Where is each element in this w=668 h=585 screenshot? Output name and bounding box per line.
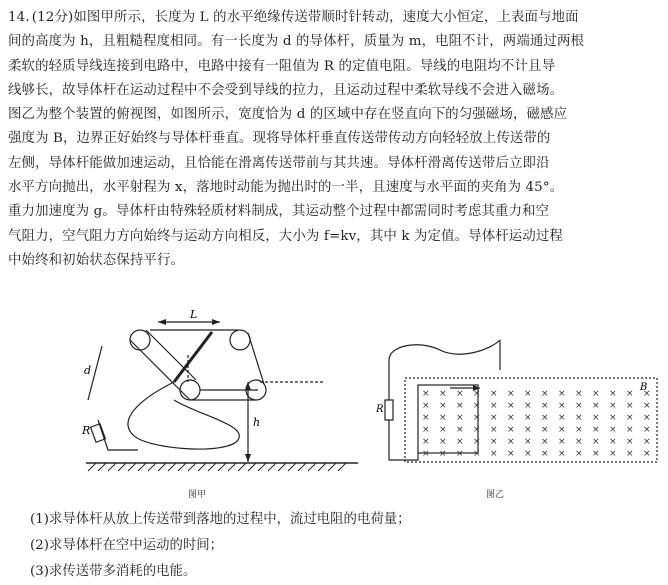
question-score: (12分) [31,10,74,25]
field-mark: × [473,425,481,435]
height-arrow-head-bottom [245,454,251,462]
field-mark: × [490,437,498,447]
figure-a-caption: 图甲 [188,490,207,500]
label-R-fig-b: R [376,404,384,415]
field-mark: × [507,437,515,447]
field-mark: × [473,413,481,423]
question-line: 左侧，导体杆能做加速运动，且恰能在滑离传送带前与其共速。导体杆滑离传送带后立即沿 [8,155,550,171]
field-mark: × [541,449,549,459]
field-mark: × [456,413,464,423]
field-mark: × [507,389,515,399]
field-mark: × [507,449,515,459]
field-mark: × [439,401,447,411]
field-mark: × [541,389,549,399]
field-mark: × [575,425,583,435]
field-mark: × [507,413,515,423]
field-mark: × [643,413,651,423]
label-d: d [84,364,92,377]
question-line: 重力加速度为 g。导体杆由特殊轻质材料制成，其运动整个过程中都需同时考虑其重力和空 [8,204,550,220]
field-mark: × [422,389,430,399]
field-mark: × [473,389,481,399]
field-mark: × [575,401,583,411]
question-line: 中始终和初始状态保持平行。 [8,252,185,268]
question-line: 气阻力，空气阻力方向始终与运动方向相反，大小为 f=kv，其中 k 为定值。导体杆运动过程 [8,228,563,244]
field-mark: × [439,425,447,435]
resistor [91,424,106,442]
field-mark: × [609,413,617,423]
subquestion-1: (1)求导体杆从放上传送带到落地的过程中，流过电阻的电荷量； [30,512,411,527]
field-mark: × [558,425,566,435]
field-mark: × [439,413,447,423]
field-mark: × [609,425,617,435]
field-mark: × [490,401,498,411]
field-mark: × [524,401,532,411]
field-mark: × [422,437,430,447]
field-mark: × [439,389,447,399]
field-mark: × [643,401,651,411]
field-mark: × [507,401,515,411]
height-arrow-head-top [245,382,251,390]
question-line: 14. (12分)如图甲所示，长度为 L 的水平绝缘传送带顺时针转动，速度大小恒定，上表面与地面 [8,10,579,25]
field-mark: × [626,413,634,423]
field-mark: × [592,425,600,435]
field-mark: × [507,425,515,435]
field-mark: × [422,425,430,435]
field-mark: × [422,401,430,411]
field-mark: × [626,401,634,411]
wire-loop [128,382,239,449]
field-mark: × [575,413,583,423]
field-mark: × [626,449,634,459]
field-mark: × [490,425,498,435]
figure-a-diagram [78,300,368,480]
question-line: 柔软的轻质导线连接到电路中，电路中接有一阻值为 R 的定值电阻。导线的电阻均不计且导 [8,58,556,74]
field-mark: × [456,437,464,447]
question-text [8,6,660,273]
field-mark: × [626,389,634,399]
wire-bottom [389,420,418,460]
question-line: 水平方向抛出，水平射程为 x，落地时动能为抛出时的一半，且速度与水平面的夹角为 45°。 [8,180,564,196]
field-mark: × [439,449,447,459]
field-mark: × [643,437,651,447]
question-line: 图乙为整个装置的俯视图，如图所示，宽度恰为 d 的区域中存在竖直向下的匀强磁场，磁感应 [8,107,568,123]
field-mark: × [575,437,583,447]
field-mark: × [473,437,481,447]
field-mark: × [422,449,430,459]
field-mark: × [575,389,583,399]
subquestion-3: (3)求传送带多消耗的电能。 [30,564,197,579]
field-mark: × [609,389,617,399]
field-mark: × [541,401,549,411]
field-mark: × [524,437,532,447]
field-mark: × [609,401,617,411]
field-mark: × [456,425,464,435]
field-mark: × [592,437,600,447]
question-line: 强度为 B，边界正好始终与导体杆垂直。现将导体杆垂直传送带传动方向轻轻放上传送带的 [8,131,551,147]
question-number: 14. [8,10,30,25]
question-line: 线够长，故导体杆在运动过程中不会受到导线的拉力，且运动过程中柔软导线不会进入磁场。 [8,82,564,98]
label-L: L [190,308,198,321]
belt-right-side [248,333,264,384]
label-R-fig-a: R [82,424,91,437]
field-marks [422,389,651,459]
field-mark: × [490,389,498,399]
field-mark: × [456,389,464,399]
field-mark: × [592,389,600,399]
resistor-fig-b [385,400,393,420]
field-mark: × [473,401,481,411]
field-mark: × [558,413,566,423]
roller-right-back [230,330,250,350]
field-mark: × [524,449,532,459]
field-mark: × [558,401,566,411]
field-mark: × [422,413,430,423]
field-mark: × [456,449,464,459]
field-mark: × [643,389,651,399]
field-mark: × [558,389,566,399]
field-mark: × [626,437,634,447]
field-mark: × [541,413,549,423]
field-mark: × [490,413,498,423]
field-mark: × [541,437,549,447]
field-mark: × [456,401,464,411]
subquestion-2: (2)求导体杆在空中运动的时间； [30,538,224,553]
roller-left-back [130,330,150,350]
field-mark: × [490,449,498,459]
field-mark: × [558,449,566,459]
field-mark: × [473,449,481,459]
field-mark: × [541,425,549,435]
figure-b-diagram [370,330,662,470]
field-mark: × [524,413,532,423]
label-B: B [640,382,648,393]
conductor-rod [174,332,212,382]
field-mark: × [558,437,566,447]
field-mark: × [626,425,634,435]
field-mark: × [524,425,532,435]
label-h: h [253,416,261,429]
field-mark: × [592,413,600,423]
roller-left-front [180,380,200,400]
field-mark: × [643,449,651,459]
field-mark: × [592,449,600,459]
field-mark: × [439,437,447,447]
field-mark: × [592,401,600,411]
figure-b-caption: 图乙 [486,490,505,500]
question-line: 间的高度为 h，且粗糙程度相同。有一长度为 d 的导体杆，质量为 m，电阻不计，两端通过两根 [8,34,585,50]
field-mark: × [643,425,651,435]
field-mark: × [609,449,617,459]
field-mark: × [524,389,532,399]
field-mark: × [609,437,617,447]
field-mark: × [575,449,583,459]
